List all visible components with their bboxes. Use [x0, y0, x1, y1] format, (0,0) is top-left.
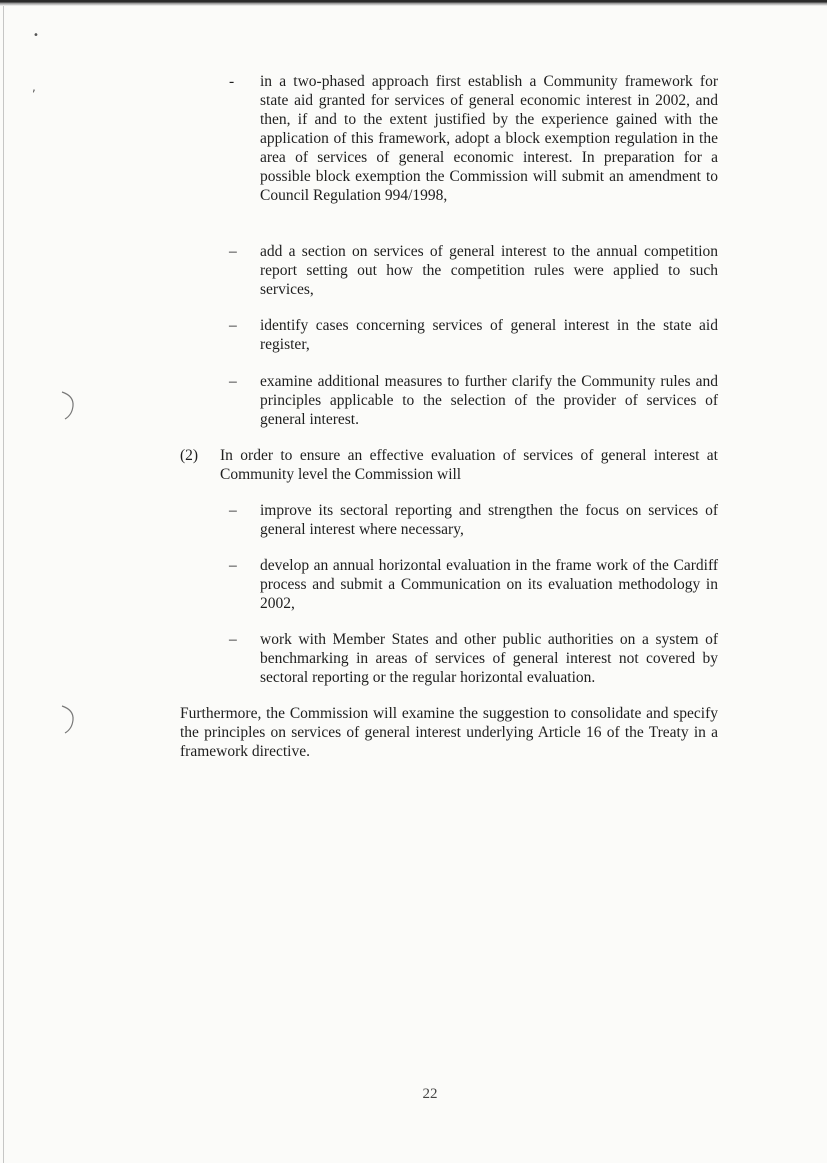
bullet-text: develop an annual horizontal evaluation in the frame work of the Cardiff process and submit a Communication on its evaluation methodology in 2002, — [260, 557, 718, 612]
bullet-dash: – — [229, 631, 237, 648]
bullet-dash: – — [229, 502, 237, 519]
bullet-text: identify cases concerning services of general interest in the state aid register, — [260, 317, 718, 353]
bullet-dash: - — [229, 73, 235, 90]
page-number: 22 — [422, 1086, 438, 1102]
bullet-dash: – — [229, 243, 237, 260]
page-left-edge — [3, 6, 4, 1163]
bullet-dash: – — [229, 557, 237, 574]
bullet-text: in a two-phased approach first establish a Community framework for state aid granted for services of general economic interest in 2002, and then, if and to the extent justified by the experience gained with the application of this framework, adopt a block exemption regulation in the area of services of general economic interest. In preparation for a possible block exemption the Commission will submit an amendment to Council Regulation 994/1998, — [260, 73, 718, 204]
bullet-text: add a section on services of general interest to the annual competition report setting out how the competition rules were applied to such services, — [260, 243, 718, 298]
closing-paragraph: Furthermore, the Commission will examine the suggestion to consolidate and specify the principles on services of general interest underlying Article 16 of the Treaty in a framework directive. — [180, 705, 718, 760]
scan-speck: • — [33, 30, 39, 41]
bullet-dash: – — [229, 317, 237, 334]
punch-hole-mark — [58, 388, 80, 424]
point-text: In order to ensure an effective evaluation of services of general interest at Community level the Commission will — [220, 447, 718, 483]
punch-hole-mark — [58, 702, 80, 738]
point-number: (2) — [180, 447, 199, 464]
bullet-text: improve its sectoral reporting and strengthen the focus on services of general interest where necessary, — [260, 502, 718, 538]
page-top-border — [0, 0, 827, 6]
bullet-text: examine additional measures to further clarify the Community rules and principles applicable to the selection of the provider of services of general interest. — [260, 373, 718, 428]
bullet-dash: – — [229, 373, 237, 390]
bullet-text: work with Member States and other public authorities on a system of benchmarking in areas of services of general interest not covered by sectoral reporting or the regular horizontal evaluation. — [260, 631, 718, 686]
scan-speck: , — [32, 80, 36, 94]
